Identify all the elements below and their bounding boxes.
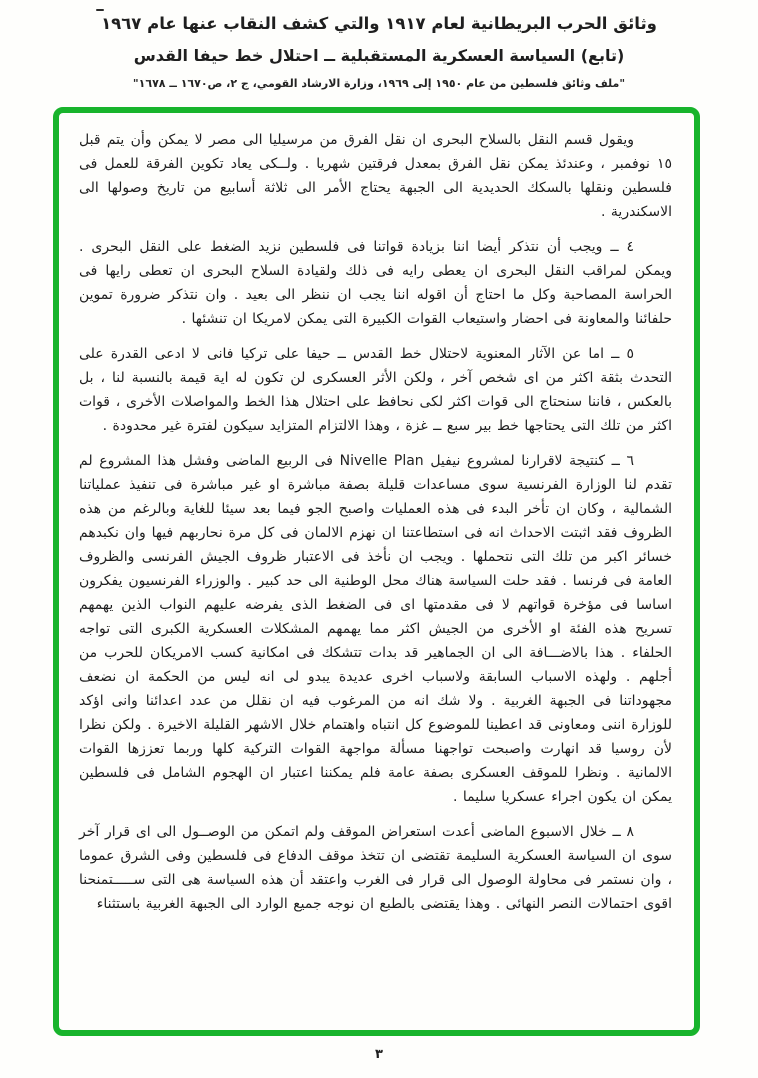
header-title-line-2: (تابع) السياسة العسكرية المستقبلية ــ احتلال خط حيفا القدس [133, 46, 625, 65]
scan-noise-mark [96, 9, 104, 11]
paragraph-item-5: ٥ ــ اما عن الآثار المعنوية لاحتلال خط القدس ــ حيفا على تركيا فانى لا ادعى القدرة على التحدث بثقة اكثر من اى شخص آخر ، ولكن الأثر العسكرى لن تكون له اية قيمة بالنسبة لنا ، بل بالعكس ، فاننا سنحتاج الى قوات اكثر لكى نحافظ على احتلال هذا الخط والمواصلات الأخرى ، قوات اكثر من تلك التى يحتاجها خط بير سبع ــ غزة ، وهذا الالتزام المتزايد سيكون لفترة غير محدودة . [79, 346, 672, 434]
header-title-line-1: وثائق الحرب البريطانية لعام ١٩١٧ والتي كشف النقاب عنها عام ١٩٦٧ [101, 14, 657, 33]
document-header [0, 12, 758, 90]
paragraph-naval-transport: ويقول قسم النقل بالسلاح البحرى ان نقل الفرق من مرسيليا الى مصر لا يمكن وأن يتم قبل ١٥ نوفمبر ، وعندئذ يمكن نقل الفرق بمعدل فرقتين شهريا . ولــكى يعاد تكوين الفرقة للعمل فى فلسطين ونقلها بالسكك الحديدية الى الجبهة يحتاج الأمر الى ثلاثة أسابيع من تاريخ وصولها الى الاسكندرية . [79, 132, 672, 220]
header-source-citation: "ملف وثائق فلسطين من عام ١٩٥٠ إلى ١٩٦٩، وزارة الارشاد القومي، ج ٢، ص١٦٧٠ ــ ١٦٧٨" [132, 77, 626, 90]
green-frame [53, 107, 700, 1036]
page-number: ٣ [375, 1047, 383, 1062]
paragraph-item-8: ٨ ــ خلال الاسبوع الماضى أعدت استعراض الموقف ولم اتمكن من الوصــول الى اى قرار آخر سوى ان السياسة العسكرية السليمة تقتضى ان تتخذ موقف الدفاع فى فلسطين وفى الشرق عموما ، وان نستمر فى محاولة الوصول الى قرار فى الغرب واعتقد أن هذه السياسة هى التى ســـــتمنحنا اقوى احتمالات النصر النهائى . وهذا يقتضى بالطبع ان نوجه جميع الوارد الى الجبهة الغربية باستثناء [79, 824, 672, 912]
paragraph-item-4: ٤ ــ ويجب أن نتذكر أيضا اننا بزيادة قواتنا فى فلسطين نزيد الضغط على النقل البحرى . ويمكن لمراقب النقل البحرى ان يعطى رايه فى ذلك ولقيادة السلاح البحرى ان تعطى رايها فى الحراسة المصاحبة وكل ما احتاج أن اقوله اننا يجب ان ننظر الى بعيد . وان نتذكر ضرورة تموين حلفائنا والمعاونة فى احضار واستيعاب القوات الكبيرة التى يمكن لامريكا ان تنشئها . [79, 239, 672, 327]
paragraph-item-6: ٦ ــ كنتيجة لاقرارنا لمشروع نيفيل Nivelle Plan فى الربيع الماضى وفشل هذا المشروع لم تقدم لنا الوزارة الفرنسية سوى مساعدات قليلة بصفة مباشرة او غير مباشرة فى تنفيذ عملياتنا الشمالية ، وكان ان تأخر البدء فى هذه العمليات واصبح الجو فيما بعد سيئا للغاية وبالرغم من هذه الظروف فقد اثبتت الاحداث انه فى استطاعتنا ان نهزم الالمان فى كل مرة نحاربهم فيها وان نكبدهم خسائر اكبر من تلك التى نتحملها . ويجب ان نأخذ فى الاعتبار ظروف الجيش الفرنسى والظروف العامة فى فرنسا . فقد حلت السياسة هناك محل الوطنية الى حد كبير . والوزراء الفرنسيون يفكرون اساسا فى مؤخرة قواتهم لا فى مقدمتها اى فى الضغط الذى يفرضه عليهم النواب الذين يهمهم تسريح هذه الفئة او الأخرى من الجيش اكثر مما يهمهم المشكلات العسكرية الكبرى التى تواجه الحلفاء . هذا بالاضـــافة الى ان الجماهير قد بدات تتشكك فى امكانية كسب الامريكان للحرب من أجلهم . ولهذه الاسباب السابقة ولاسباب اخرى عديدة يبدو لى انه ليس من الحكمة ان نضعف مجهوداتنا فى الجبهة الغربية . ولا شك انه من المرغوب فيه ان نقلل من عدد اعدائنا وانى اؤكد للوزارة اننى ومعاونى قد اعطينا للموضوع كل انتباه واهتمام خلال الاشهر القليلة الاخيرة . ولكن نظرا لأن روسيا قد انهارت واصبحت تواجهنا مسألة مواجهة القوات التركية كلها وربما تعززها القوات الالمانية . ونظرا للموقف العسكرى بصفة عامة فلم يمكننا اعتبار ان الهجوم الشامل فى فلسطين يمكن ان يكون اجراء عسكريا سليما . [79, 453, 672, 805]
